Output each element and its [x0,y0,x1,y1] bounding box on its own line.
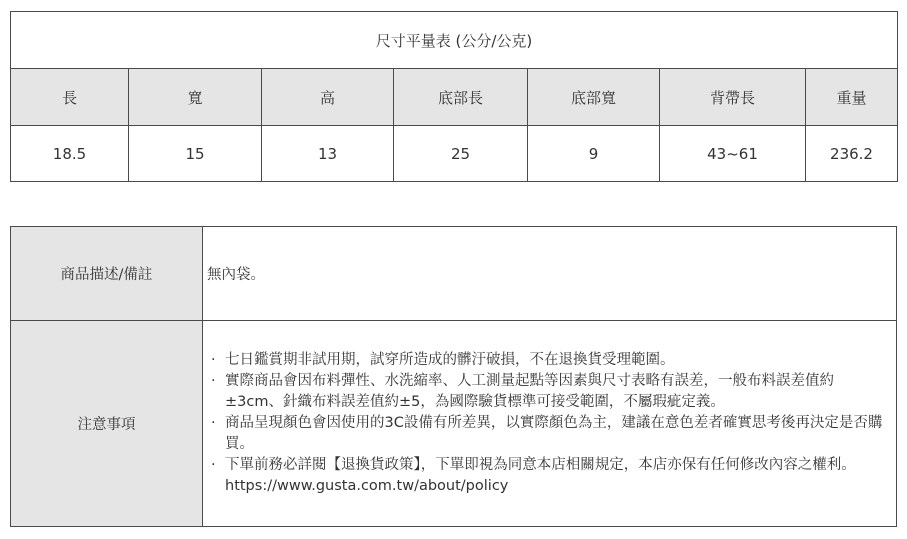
size-chart-table [10,11,898,182]
value-bottom-width: 9 [528,126,660,182]
notice-item-text: 七日鑑賞期非試用期，試穿所造成的髒汙破損，不在退換貨受理範圍。 [225,352,675,368]
description-row [11,227,897,321]
column-header-height: 高 [262,69,394,126]
notice-cell [203,321,897,527]
column-header-bottom-width: 底部寬 [528,69,660,126]
value-length: 18.5 [11,126,129,182]
value-weight: 236.2 [806,126,898,182]
value-height: 13 [262,126,394,182]
notice-item [211,371,886,413]
notice-item [211,350,886,371]
notice-list [203,350,896,497]
size-chart-header-row [11,69,898,126]
column-header-length: 長 [11,69,129,126]
notice-item-text: 實際商品會因布料彈性、水洗縮率、人工測量起點等因素與尺寸表略有誤差，一般布料誤差值約±3cm、針織布料誤差值約±5，為國際驗貨標準可接受範圍，不屬瑕疵定義。 [225,373,834,410]
description-label: 商品描述/備註 [11,227,203,321]
description-cell [203,227,897,321]
size-chart-title-row [11,12,898,69]
value-bottom-length: 25 [394,126,528,182]
bullet-dot: · [211,457,216,473]
size-chart-title: 尺寸平量表 (公分/公克) [11,12,898,69]
column-header-weight: 重量 [806,69,898,126]
notice-row [11,321,897,527]
size-chart-value-row [11,126,898,182]
notice-item [211,455,886,497]
notice-label: 注意事項 [11,321,203,527]
bullet-dot: · [211,373,216,389]
value-strap-length: 43~61 [660,126,806,182]
bullet-dot: · [211,352,216,368]
column-header-bottom-length: 底部長 [394,69,528,126]
value-width: 15 [129,126,262,182]
column-header-strap-length: 背帶長 [660,69,806,126]
product-notes-table [10,226,897,527]
description-text: 無內袋。 [207,267,265,283]
bullet-dot: · [211,415,216,431]
notice-item-text: 商品呈現顏色會因使用的3C設備有所差異，以實際顏色為主，建議在意色差者確實思考後再決定是否購買。 [225,415,883,452]
notice-item-text: 下單前務必詳閱【退換貨政策】，下單即視為同意本店相關規定，本店亦保有任何修改內容之權利。https://www.gusta.com.tw/about/policy [225,457,856,494]
column-header-width: 寬 [129,69,262,126]
notice-item [211,413,886,455]
